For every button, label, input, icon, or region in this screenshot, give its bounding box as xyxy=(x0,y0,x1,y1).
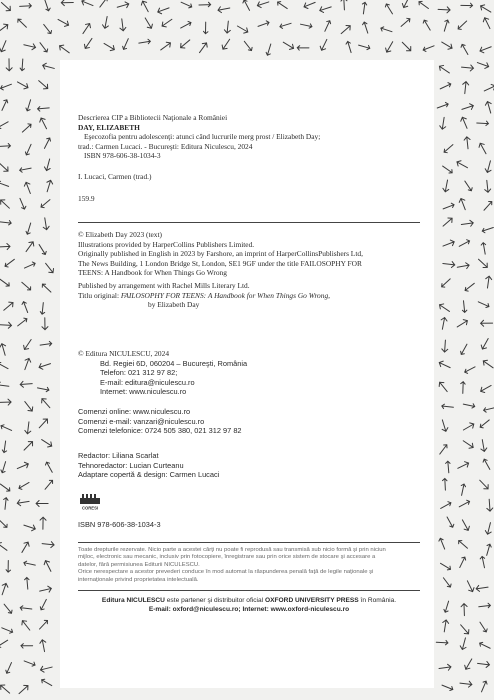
arrow-doodle xyxy=(442,340,449,352)
arrow-doodle xyxy=(482,201,494,211)
arrow-doodle xyxy=(19,482,29,489)
arrow-doodle xyxy=(0,343,8,356)
arrow-doodle xyxy=(256,0,269,9)
arrow-doodle xyxy=(0,462,10,474)
arrow-doodle xyxy=(0,243,10,250)
arrow-doodle xyxy=(37,104,49,115)
arrow-doodle xyxy=(0,382,9,389)
divider xyxy=(78,590,420,591)
arrow-doodle xyxy=(0,481,10,493)
arrow-doodle xyxy=(0,322,12,329)
arrow-doodle xyxy=(19,541,30,554)
partner-footer: Editura NICULESCU este partener şi distribuitor oficial OXFORD UNIVERSITY PRESS în România. E-mail: oxford@niculescu.ro; Internet: www.oxford-niculescu.ro xyxy=(101,597,397,613)
arrow-doodle xyxy=(479,3,492,14)
cip-author: DAY, ELIZABETH xyxy=(78,122,140,132)
copyright-page xyxy=(60,60,434,688)
coresi-logo xyxy=(78,493,102,511)
arrow-doodle xyxy=(41,282,50,294)
arrow-doodle xyxy=(0,161,10,174)
arrow-doodle xyxy=(24,261,35,269)
arrow-doodle xyxy=(40,397,52,410)
arrow-doodle xyxy=(484,276,492,289)
arrow-doodle xyxy=(181,21,191,29)
arrow-doodle xyxy=(461,603,467,615)
arrow-doodle xyxy=(437,380,449,393)
arrow-doodle xyxy=(16,461,29,471)
arrow-doodle xyxy=(461,103,474,112)
arrow-doodle xyxy=(140,0,151,13)
arrow-doodle xyxy=(441,401,453,413)
arrow-doodle xyxy=(3,663,15,674)
publisher-block: © Editura NICULESCU, 2024 Bd. Regiei 6D, 060204 – Bucureşti, România Telefon: 021 312 97 82; E-mail: editura@niculescu.ro Internet: www.niculescu.ro xyxy=(78,349,420,397)
arrow-doodle xyxy=(23,558,35,570)
arrow-doodle xyxy=(464,283,475,291)
arrow-doodle xyxy=(441,560,452,572)
arrow-doodle xyxy=(483,83,494,94)
isbn: ISBN 978-606-38-1034-3 xyxy=(78,520,161,529)
arrow-doodle xyxy=(482,16,493,29)
arrow-doodle xyxy=(17,18,26,29)
arrow-doodle xyxy=(463,399,475,411)
rights-notice: Toate drepturile rezervate. Nicio parte a acestei cărţi nu poate fi reprodusă sau transmisă sub nicio formă şi prin niciun mijloc, electronic sau mecanic, inclusiv prin fotocopiere, înregistrare sau prin orice sistem de stocare şi accesare a datelor, fără permisiunea Editurii NICULESCU. Orice nerespectare a acestor prevederi conduce în mod automat la răspunderea penală faţă de legile naţionale şi internaţionale privind proprietatea intelectuală. xyxy=(78,547,386,583)
arrow-doodle xyxy=(40,517,46,529)
arrow-doodle xyxy=(441,501,451,508)
arrow-doodle xyxy=(441,601,453,613)
arrow-doodle xyxy=(303,0,316,10)
arrow-doodle xyxy=(478,298,489,310)
arrow-doodle xyxy=(442,239,455,249)
arrow-doodle xyxy=(483,459,490,469)
arrow-doodle xyxy=(400,18,411,27)
arrow-doodle xyxy=(401,0,412,9)
arrow-doodle xyxy=(23,181,33,194)
arrow-doodle xyxy=(361,22,370,33)
arrow-doodle xyxy=(243,0,251,10)
arrow-doodle xyxy=(437,444,449,454)
divider xyxy=(78,222,420,223)
cip-isbn: ISBN 978-606-38-1034-3 xyxy=(84,151,161,161)
arrow-doodle xyxy=(143,16,154,29)
arrow-doodle xyxy=(199,0,211,10)
arrow-doodle xyxy=(459,301,470,313)
arrow-doodle xyxy=(458,197,468,210)
arrow-doodle xyxy=(277,0,288,12)
arrow-doodle xyxy=(40,339,52,349)
arrow-doodle xyxy=(20,603,32,615)
arrow-doodle xyxy=(42,217,50,230)
arrow-doodle xyxy=(319,4,332,13)
arrow-doodle xyxy=(0,276,10,288)
arrow-doodle xyxy=(20,619,32,632)
arrow-doodle xyxy=(41,677,52,689)
arrow-doodle xyxy=(220,38,232,51)
arrow-doodle xyxy=(463,657,474,670)
arrow-doodle xyxy=(4,603,12,614)
arrow-doodle xyxy=(44,24,52,35)
arrow-doodle xyxy=(0,179,9,191)
arrow-doodle xyxy=(97,0,109,7)
arrow-doodle xyxy=(282,40,295,51)
arrow-doodle xyxy=(483,405,494,415)
arrow-doodle xyxy=(0,441,11,453)
arrow-doodle xyxy=(459,239,469,247)
arrow-doodle xyxy=(40,42,48,53)
arrow-doodle xyxy=(21,123,32,132)
arrow-doodle xyxy=(42,541,55,548)
arrow-doodle xyxy=(465,579,476,592)
arrow-doodle xyxy=(0,198,11,211)
arrow-doodle xyxy=(456,483,468,495)
arrow-doodle xyxy=(0,422,11,434)
cip-header: Descrierea CIP a Bibliotecii Naţionale a României xyxy=(78,113,228,122)
arrow-doodle xyxy=(460,116,470,129)
arrow-doodle xyxy=(37,383,49,395)
arrow-doodle xyxy=(459,500,469,508)
arrow-doodle xyxy=(61,0,73,6)
arrow-doodle xyxy=(280,21,291,30)
arrow-doodle xyxy=(485,101,494,114)
arrow-doodle xyxy=(484,180,491,193)
arrow-doodle xyxy=(462,421,475,432)
arrow-doodle xyxy=(23,144,35,155)
arrow-doodle xyxy=(484,160,493,173)
arrow-doodle xyxy=(17,498,30,506)
arrow-doodle xyxy=(438,302,451,314)
arrow-doodle xyxy=(462,438,475,450)
arrow-doodle xyxy=(478,142,489,155)
arrow-doodle xyxy=(159,40,172,52)
arrow-doodle xyxy=(160,17,173,29)
arrow-doodle xyxy=(224,21,231,34)
arrow-doodle xyxy=(465,366,475,374)
arrow-doodle xyxy=(460,680,473,687)
arrow-doodle xyxy=(479,600,491,610)
arrow-doodle xyxy=(461,220,474,228)
arrow-doodle xyxy=(459,637,468,650)
arrow-doodle xyxy=(22,577,33,589)
arrow-doodle xyxy=(479,420,490,428)
arrow-doodle xyxy=(442,179,450,192)
arrow-doodle xyxy=(17,59,28,71)
cip-title: Eşecozofia pentru adolescenţi: atunci când lucrurile merg prost / Elizabeth Day; xyxy=(84,132,321,142)
arrow-doodle xyxy=(17,318,28,326)
arrow-doodle xyxy=(457,381,468,393)
arrow-doodle xyxy=(23,223,35,235)
arrow-doodle xyxy=(37,78,50,90)
credits-block: Redactor: Liliana Scarlat Tehnoredactor: Lucian Curteanu Adaptare copertă & design: Carmen Lucaci xyxy=(78,451,220,480)
arrow-doodle xyxy=(423,44,434,53)
arrow-doodle xyxy=(81,0,94,8)
arrow-doodle xyxy=(58,43,71,55)
arrow-doodle xyxy=(458,344,470,355)
arrow-doodle xyxy=(339,23,352,35)
arrow-doodle xyxy=(38,117,49,130)
arrow-doodle xyxy=(16,79,29,90)
arrow-doodle xyxy=(438,6,450,13)
arrow-doodle xyxy=(83,37,95,50)
arrow-doodle xyxy=(3,560,14,572)
arrow-doodle xyxy=(438,538,446,549)
copyright-text: © Elizabeth Day 2023 (text) xyxy=(78,230,163,239)
arrow-doodle xyxy=(43,0,52,11)
arrow-doodle xyxy=(482,359,494,371)
arrow-doodle xyxy=(20,0,32,11)
arrow-doodle xyxy=(438,64,451,76)
arrow-doodle xyxy=(443,163,453,175)
arrow-doodle xyxy=(43,559,54,572)
arrow-doodle xyxy=(217,5,230,13)
arrow-doodle xyxy=(479,383,492,394)
arrow-doodle xyxy=(0,399,11,405)
arrow-doodle xyxy=(103,41,116,52)
arrow-doodle xyxy=(37,417,50,430)
arrow-doodle xyxy=(0,683,12,695)
copyright-block: © Elizabeth Day 2023 (text) Illustrations provided by HarperCollins Publishers Limited. Originally published in English in 2023 by Farshore, an imprint of HarperCollinsPublishers Ltd, The News Building, 1 London Bridge St, London, SE1 9GF under the title FAILOSOPHY FOR TEENS: A Handbook for When Things Go Wrong Published by arrangement with Rachel Mills Literary Ltd. Titlu original: FAILOSOPHY FOR TEENS: A Handbook for When Things Go Wrong, by Elizabeth Day xyxy=(78,230,420,310)
arrow-doodle xyxy=(40,200,51,208)
arrow-doodle xyxy=(21,301,30,312)
arrow-doodle xyxy=(258,20,269,29)
arrow-doodle xyxy=(440,279,451,288)
arrow-doodle xyxy=(443,202,454,211)
arrow-doodle xyxy=(38,599,50,610)
arrow-doodle xyxy=(423,20,430,30)
arrow-doodle xyxy=(0,82,11,91)
arrow-doodle xyxy=(297,43,309,54)
arrow-doodle xyxy=(24,240,36,253)
arrow-doodle xyxy=(0,216,12,228)
arrow-doodle xyxy=(17,683,30,695)
arrow-doodle xyxy=(418,0,428,11)
arrow-doodle xyxy=(41,137,53,148)
arrow-doodle xyxy=(477,660,490,667)
arrow-doodle xyxy=(482,543,494,555)
arrow-doodle xyxy=(458,539,468,551)
arrow-doodle xyxy=(437,101,448,110)
arrow-doodle xyxy=(441,216,454,228)
arrow-doodle xyxy=(2,624,14,636)
arrow-doodle xyxy=(479,242,489,254)
arrow-doodle xyxy=(22,280,32,292)
arrow-doodle xyxy=(0,0,12,12)
arrow-doodle xyxy=(486,499,493,511)
arrow-doodle xyxy=(40,437,53,449)
arrow-doodle xyxy=(300,19,312,31)
arrow-doodle xyxy=(19,165,31,175)
arrow-doodle xyxy=(439,117,447,130)
arrow-doodle xyxy=(244,40,252,51)
arrow-doodle xyxy=(0,360,8,372)
arrow-doodle xyxy=(24,421,31,434)
arrow-doodle xyxy=(38,620,50,629)
arrow-doodle xyxy=(480,622,487,632)
arrow-doodle xyxy=(0,541,9,553)
arrow-doodle xyxy=(24,657,36,669)
cip-block xyxy=(78,113,420,161)
arrow-doodle xyxy=(0,140,11,151)
arrow-doodle xyxy=(20,641,32,652)
arrow-doodle xyxy=(157,5,170,15)
arrow-doodle xyxy=(359,40,371,52)
arrow-doodle xyxy=(485,522,494,535)
arrow-doodle xyxy=(442,681,454,693)
arrow-doodle xyxy=(461,44,468,54)
arrow-doodle xyxy=(22,338,34,351)
publisher-name: © Editura NICULESCU, 2024 xyxy=(78,349,170,358)
arrow-doodle xyxy=(321,20,333,31)
arrow-doodle xyxy=(447,517,454,527)
arrow-doodle xyxy=(42,62,55,71)
arrow-doodle xyxy=(120,39,132,50)
arrow-doodle xyxy=(457,21,468,30)
arrow-doodle xyxy=(443,577,451,588)
arrow-doodle xyxy=(19,198,27,209)
arrow-doodle xyxy=(441,620,449,633)
arrow-doodle xyxy=(2,300,15,312)
arrow-doodle xyxy=(456,318,469,329)
arrow-doodle xyxy=(0,640,8,647)
arrow-doodle xyxy=(442,260,455,267)
arrow-doodle xyxy=(23,42,36,51)
arrow-doodle xyxy=(460,518,471,531)
arrow-doodle xyxy=(457,262,470,270)
arrow-doodle xyxy=(80,22,92,35)
arrow-doodle xyxy=(43,261,55,274)
arrow-doodle xyxy=(440,19,452,31)
arrow-doodle xyxy=(200,22,211,34)
arrow-doodle xyxy=(439,419,448,432)
arrow-doodle xyxy=(116,1,129,10)
arrow-doodle xyxy=(22,357,32,370)
arrow-doodle xyxy=(236,23,249,34)
arrow-doodle xyxy=(477,117,489,128)
arrow-doodle xyxy=(341,0,348,10)
cip-classification: 159.9 xyxy=(78,194,95,203)
arrow-doodle xyxy=(38,361,51,370)
arrow-doodle xyxy=(476,60,489,70)
arrow-doodle xyxy=(482,225,493,234)
arrow-doodle xyxy=(476,257,489,270)
arrow-doodle xyxy=(478,478,491,491)
arrow-doodle xyxy=(440,82,451,90)
arrow-doodle xyxy=(458,623,470,636)
arrow-doodle xyxy=(0,582,9,595)
arrow-doodle xyxy=(22,400,34,413)
arrow-doodle xyxy=(380,24,392,36)
arrow-doodle xyxy=(4,259,15,267)
divider xyxy=(78,542,420,543)
arrow-doodle xyxy=(478,556,488,568)
cip-translator: I. Lucaci, Carmen (trad.) xyxy=(78,172,152,181)
arrow-doodle xyxy=(443,145,454,154)
arrow-doodle xyxy=(45,462,52,472)
logo-text: CORESI xyxy=(81,505,99,511)
arrow-doodle xyxy=(37,303,49,315)
arrow-doodle xyxy=(39,586,52,595)
arrow-doodle xyxy=(456,556,468,567)
arrow-doodle xyxy=(0,517,8,528)
arrow-doodle xyxy=(461,0,473,11)
arrow-doodle xyxy=(479,439,487,452)
arrow-doodle xyxy=(464,137,471,150)
arrow-doodle xyxy=(42,318,48,330)
arrow-doodle xyxy=(22,440,35,453)
arrow-doodle xyxy=(40,664,53,673)
cip-translation: trad.: Carmen Lucaci. - Bucureşti: Editura Niculescu, 2024 xyxy=(78,141,253,151)
arrow-doodle xyxy=(43,479,55,489)
arrow-doodle xyxy=(119,18,126,31)
arrow-doodle xyxy=(57,17,70,28)
orders-block: Comenzi online: www.niculescu.ro Comenzi e-mail: vanzari@niculescu.ro Comenzi telefonice: 0724 505 380, 021 312 97 82 xyxy=(78,407,242,436)
arrow-doodle xyxy=(479,44,492,54)
arrow-doodle xyxy=(456,460,469,471)
arrow-doodle xyxy=(481,320,493,326)
arrow-doodle xyxy=(319,38,330,51)
arrow-doodle xyxy=(0,22,10,34)
arrow-doodle xyxy=(44,158,53,171)
arrow-doodle xyxy=(0,497,11,509)
arrow-doodle xyxy=(439,664,452,672)
arrow-doodle xyxy=(102,16,110,29)
arrow-doodle xyxy=(465,181,473,191)
arrow-doodle xyxy=(476,584,489,592)
arrow-doodle xyxy=(462,81,469,94)
arrow-doodle xyxy=(477,680,489,692)
arrow-doodle xyxy=(440,39,453,50)
arrow-doodle xyxy=(181,0,192,10)
arrow-doodle xyxy=(39,244,46,254)
arrow-doodle xyxy=(36,501,48,507)
arrow-doodle xyxy=(44,179,53,192)
arrow-doodle xyxy=(39,639,47,652)
arrow-doodle xyxy=(139,37,151,47)
arrow-doodle xyxy=(23,100,35,112)
original-title: Titlu original: FAILOSOPHY FOR TEENS: A Handbook for When Things Go Wrong, xyxy=(78,290,330,300)
arrow-doodle xyxy=(6,59,12,71)
arrow-doodle xyxy=(344,41,353,52)
arrow-doodle xyxy=(385,4,392,14)
arrow-doodle xyxy=(443,461,454,473)
arrow-doodle xyxy=(20,381,32,388)
arrow-doodle xyxy=(461,64,473,71)
arrow-doodle xyxy=(384,40,395,53)
arrow-doodle xyxy=(263,44,275,56)
arrow-doodle xyxy=(358,2,370,14)
arrow-doodle xyxy=(479,640,490,652)
arrow-doodle xyxy=(179,38,192,50)
arrow-doodle xyxy=(439,478,450,490)
arrow-doodle xyxy=(436,636,448,647)
arrow-doodle xyxy=(400,40,413,53)
arrow-doodle xyxy=(439,317,447,330)
arrow-doodle xyxy=(480,337,491,350)
arrow-doodle xyxy=(0,121,8,128)
arrow-doodle xyxy=(197,41,209,54)
arrow-doodle xyxy=(455,159,468,170)
arrow-doodle xyxy=(0,40,9,53)
arrow-doodle xyxy=(0,99,10,110)
arrow-doodle xyxy=(438,360,451,371)
arrow-doodle xyxy=(23,522,36,531)
